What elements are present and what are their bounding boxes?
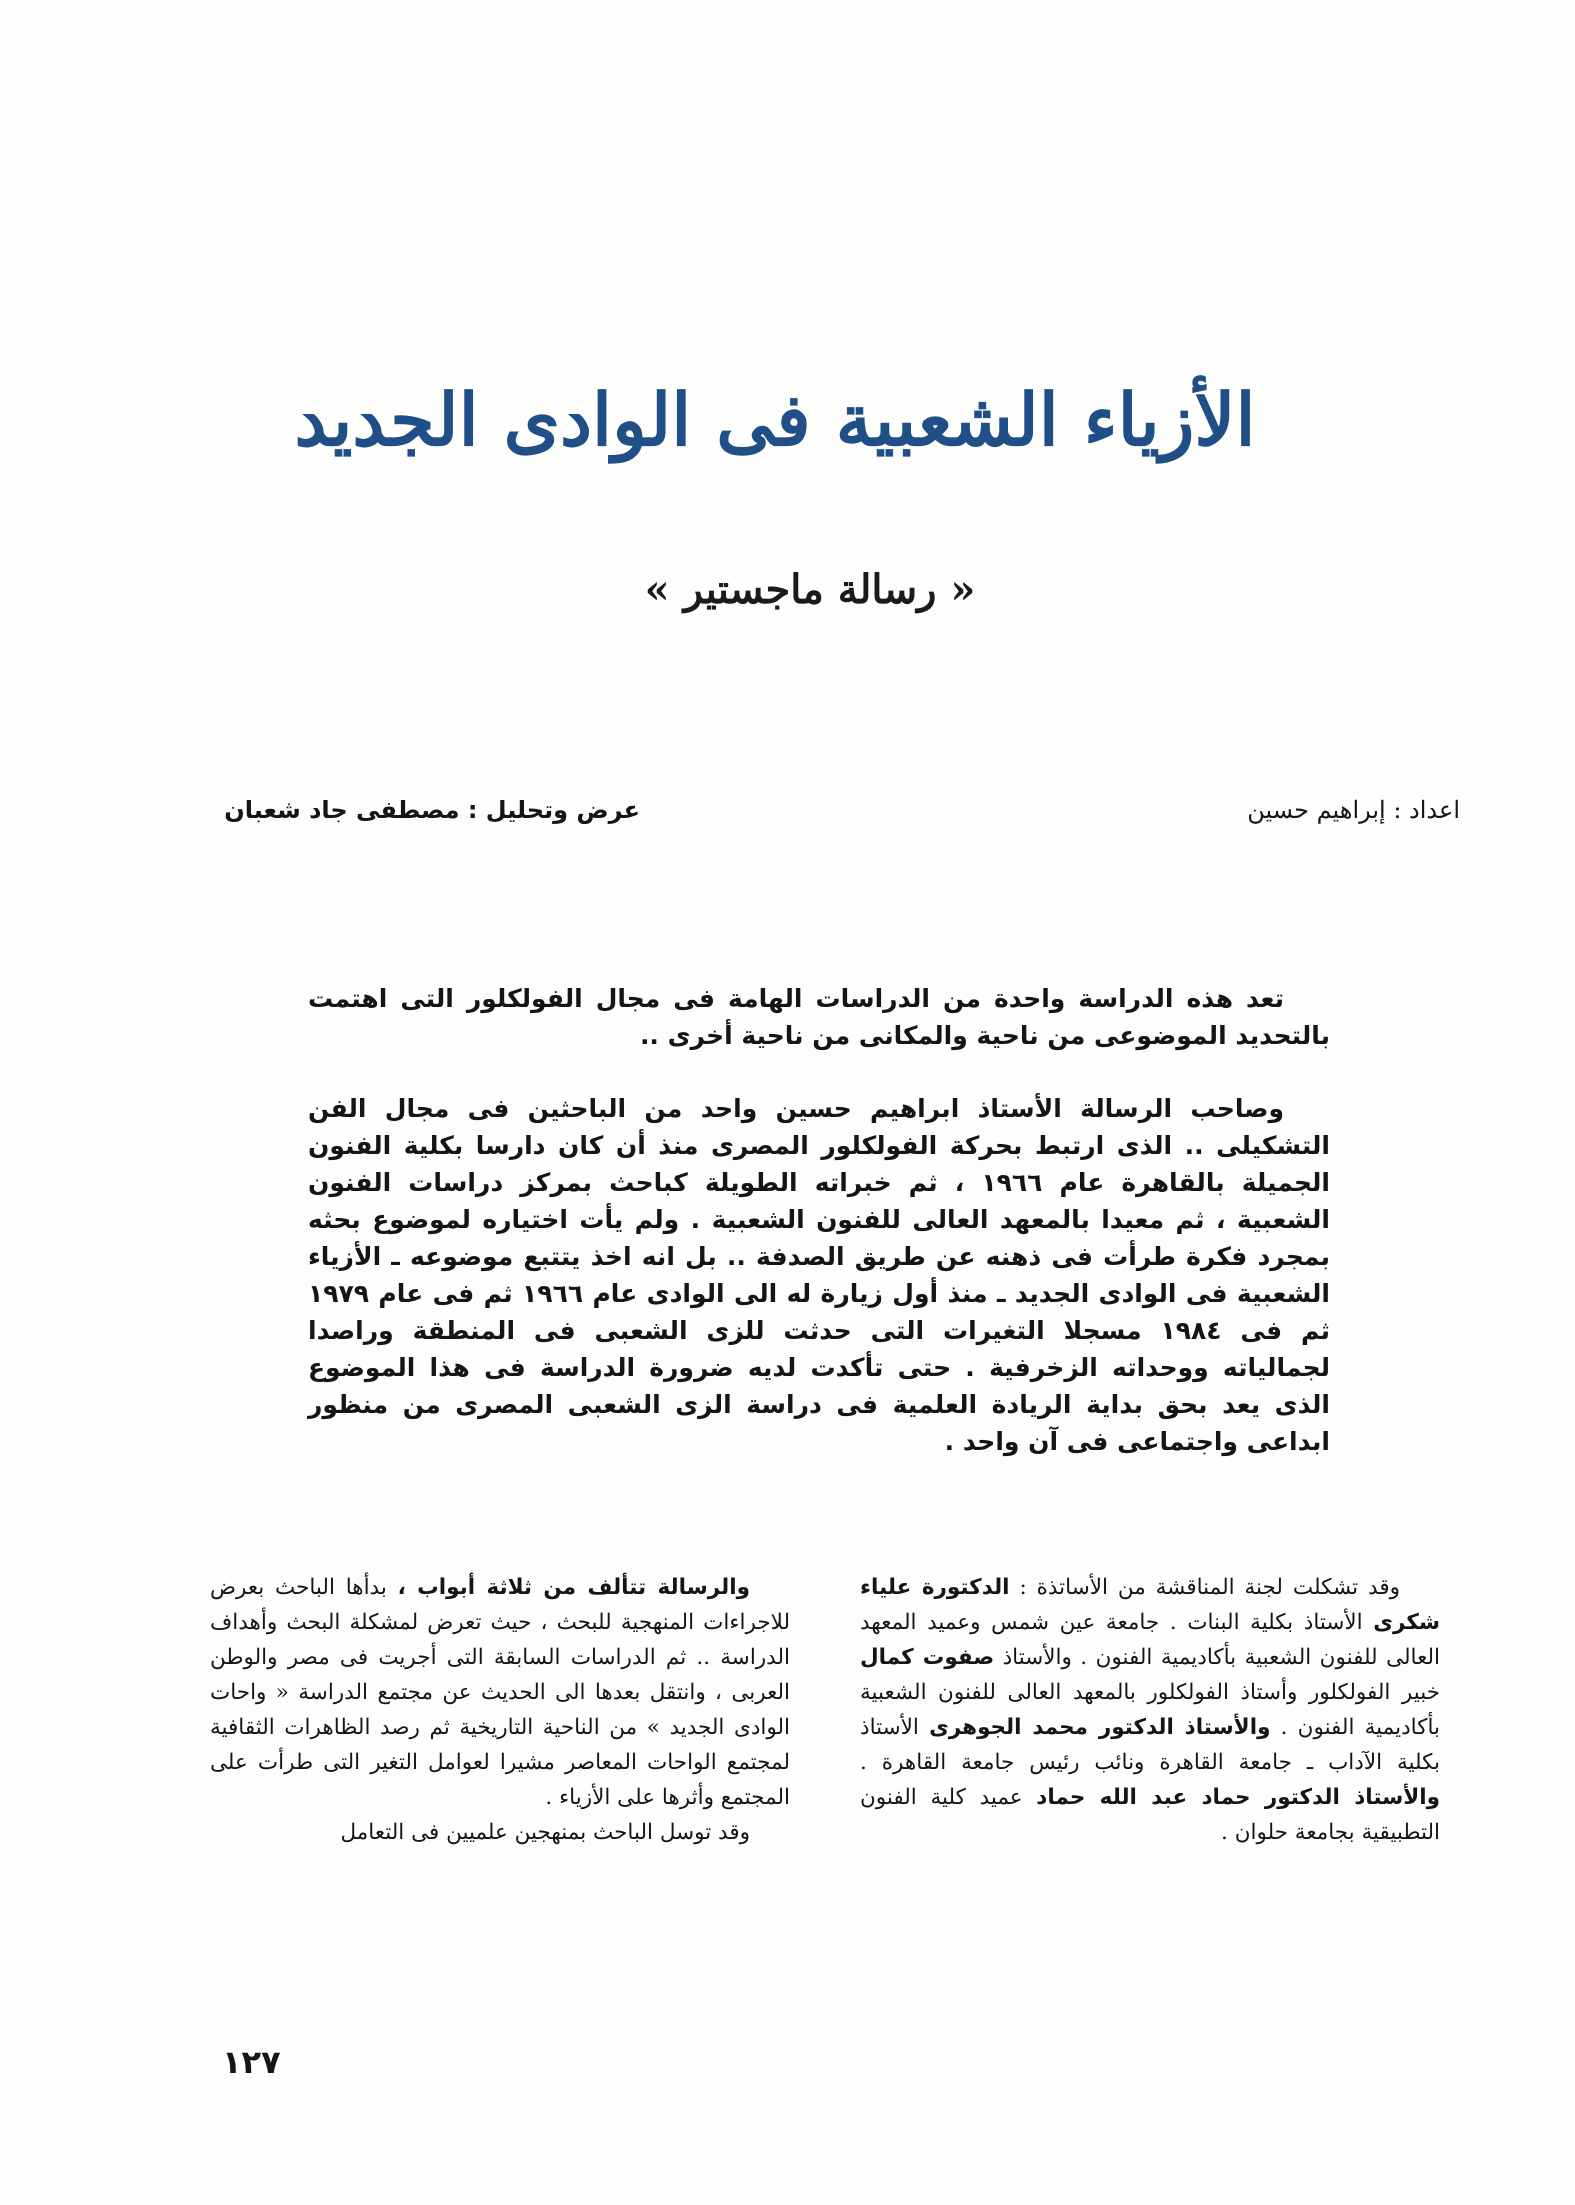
intro-paragraph-2 (308, 1090, 1330, 1460)
article-subtitle: « رسالة ماجستير » (644, 566, 976, 613)
intro-paragraph-1-text: تعد هذه الدراسة واحدة من الدراسات الهامة فى مجال الفولكلور التى اهتمت بالتحديد الموضوعى من ناحية والمكانى من ناحية أخرى .. (308, 984, 1330, 1050)
committee-member-3-desc: الأستاذ بكلية الآداب ـ جامعة القاهرة ونائب رئيس جامعة القاهرة . (860, 1715, 1440, 1775)
structure-paragraph (210, 1570, 790, 1815)
left-column (210, 1570, 790, 1850)
reviewer-byline: عرض وتحليل : مصطفى جاد شعبان (224, 796, 640, 824)
committee-lead: وقد تشكلت لجنة المناقشة من الأساتذة : (1019, 1575, 1400, 1600)
structure-lead: والرسالة تتألف من ثلاثة أبواب ، (397, 1575, 750, 1600)
committee-member-2-name: صفوت كمال (860, 1645, 995, 1670)
author-byline: اعداد : إبراهيم حسين (1247, 796, 1460, 824)
committee-member-4-desc: عميد كلية الفنون التطبيقية بجامعة حلوان . (860, 1785, 1440, 1845)
committee-member-4-name: والأستاذ الدكتور حماد عبد الله حماد (1036, 1785, 1440, 1810)
committee-member-3-name: والأستاذ الدكتور محمد الجوهرى (929, 1715, 1271, 1740)
committee-member-2-desc: خبير الفولكلور وأستاذ الفولكلور بالمعهد العالى للفنون الشعبية بأكاديمية الفنون . (860, 1680, 1440, 1740)
page-number: ١٢٧ (222, 2043, 281, 2081)
intro-paragraph-1 (308, 980, 1330, 1054)
intro-paragraph-2-text: وصاحب الرسالة الأستاذ ابراهيم حسين واحد من الباحثين فى مجال الفن التشكيلى .. الذى ارتبط بحركة الفولكلور المصرى منذ أن كان دارسا بكلية الفنون الجميلة بالقاهرة عام ١٩٦٦ ، ثم خبراته الطويلة كباحث بمركز دراسات الفنون الشعبية ، ثم معيدا بالمعهد العالى للفنون الشعبية . ولم يأت اختياره لموضوع بحثه بمجرد فكرة طرأت فى ذهنه عن طريق الصدفة .. بل انه اخذ يتتبع موضوعه ـ الأزياء الشعبية فى الوادى الجديد ـ منذ أول زيارة له الى الوادى عام ١٩٦٦ ثم فى عام ١٩٧٩ ثم فى ١٩٨٤ مسجلا التغيرات التى حدثت للزى الشعبى فى المنطقة وراصدا لجمالياته ووحداته الزخرفية . حتى تأكدت لديه ضرورة الدراسة فى هذا الموضوع الذى يعد بحق بداية الريادة العلمية فى دراسة الزى الشعبى المصرى من منظور ابداعى واجتماعى فى آن واحد . (308, 1094, 1331, 1456)
structure-body: بدأها الباحث بعرض للاجراءات المنهجية للبحث ، حيث تعرض لمشكلة البحث وأهداف الدراسة .. ثم الدراسات السابقة التى أجريت فى مصر والوطن العربى ، وانتقل بعدها الى الحديث عن مجتمع الدراسة « واحات الوادى الجديد » من الناحية التاريخية ثم رصد الظاهرات الثقافية لمجتمع الواحات المعاصر مشيرا لعوامل التغير التى طرأت على المجتمع وأثرها على الأزياء . (210, 1575, 790, 1810)
right-column (860, 1570, 1440, 1850)
committee-member-1-name: الدكتورة علياء شكرى (860, 1575, 1440, 1635)
committee-member-1-desc: الأستاذ بكلية البنات . جامعة عين شمس وعميد المعهد العالى للفنون الشعبية بأكاديمية الفنون . والأستاذ (860, 1610, 1440, 1670)
committee-paragraph (860, 1570, 1440, 1850)
method-paragraph: وقد توسل الباحث بمنهجين علميين فى التعامل (340, 1820, 750, 1845)
article-title: الأزياء الشعبية فى الوادى الجديد (294, 377, 1256, 462)
